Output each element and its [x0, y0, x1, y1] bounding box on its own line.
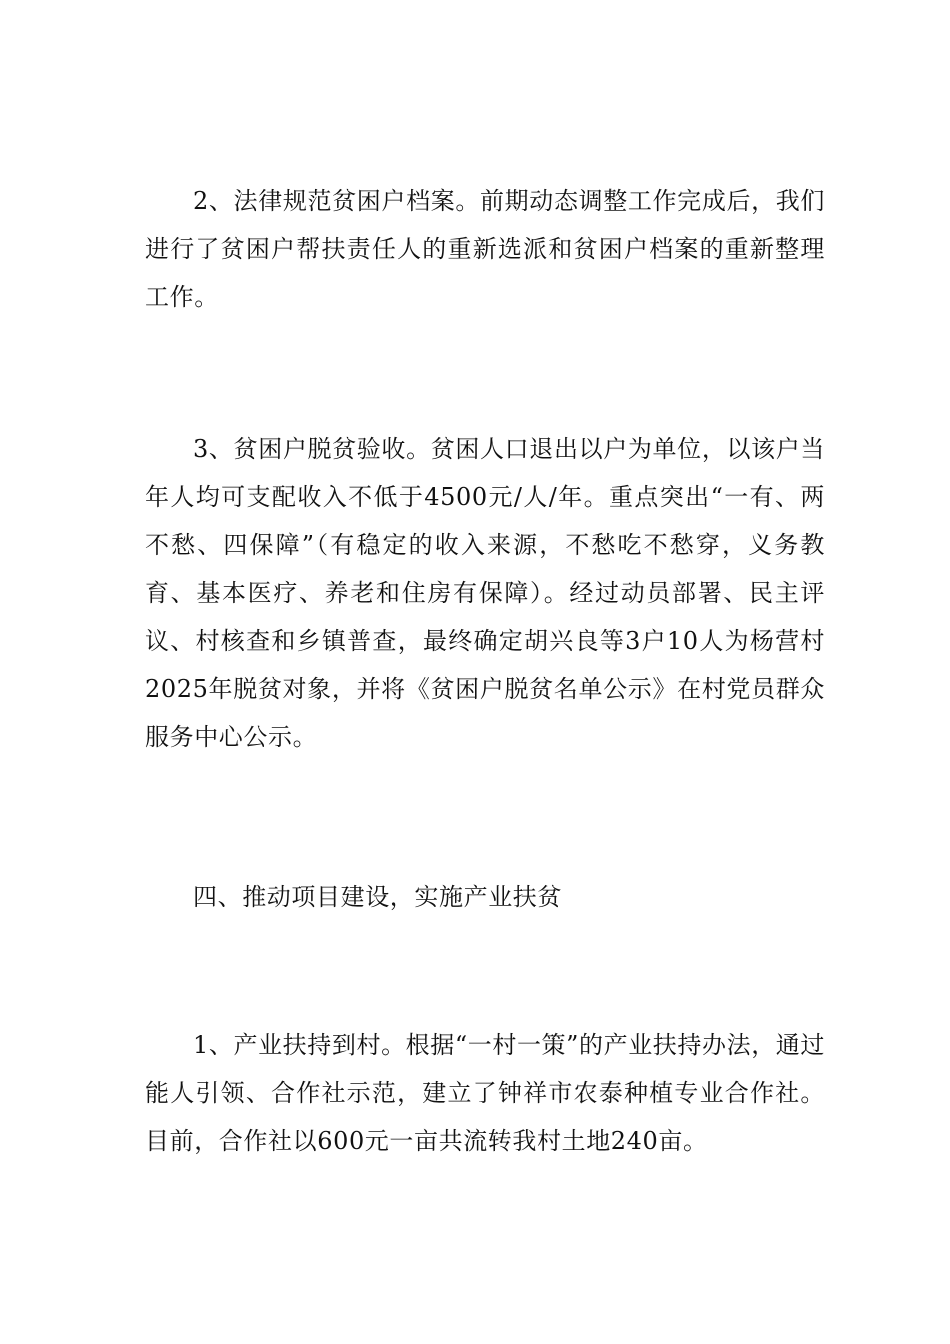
- paragraph-industry-support: 1、产业扶持到村。根据“一村一策”的产业扶持办法，通过能人引领、合作社示范，建立了钟祥市农泰种植专业合作社。目前，合作社以600元一亩共流转我村土地240亩。: [145, 1031, 826, 1155]
- paragraph-poverty-archives: 2、法律规范贫困户档案。前期动态调整工作完成后，我们进行了贫困户帮扶责任人的重新选派和贫困户档案的重新整理工作。: [145, 187, 825, 311]
- section-heading-industry-poverty: 四、推动项目建设，实施产业扶贫: [193, 883, 562, 911]
- paragraph-poverty-acceptance: 3、贫困户脱贫验收。贫困人口退出以户为单位，以该户当年人均可支配收入不低于4500元/人/年。重点突出“一有、两不愁、四保障”（有稳定的收入来源，不愁吃不愁穿，义务教育、基本医疗、养老和住房有保障）。经过动员部署、民主评议、村核查和乡镇普查，最终确定胡兴良等3户10人为杨营村2025年脱贫对象，并将《贫困户脱贫名单公示》在村党员群众服务中心公示。: [145, 435, 825, 751]
